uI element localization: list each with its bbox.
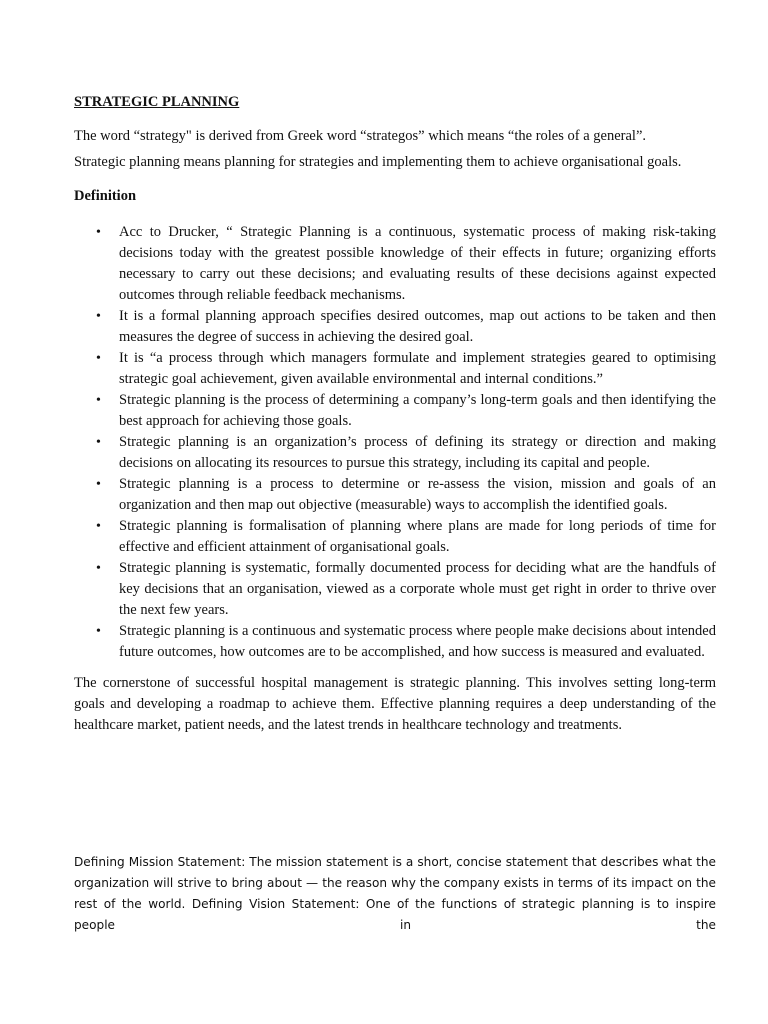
- definition-text: It is “a process through which managers formulate and implement strategies geared to optimising strategic goal achievement, given available environmental and internal conditions.”: [119, 350, 716, 387]
- definition-text: Strategic planning is an organization’s process of defining its strategy or direction and making decisions on allocating its resources to pursue this strategy, including its capital and people.: [119, 434, 716, 471]
- intro-paragraph-strategy-origin: The word “strategy" is derived from Greek word “strategos” which means “the roles of a general”.: [74, 128, 646, 144]
- definition-item: [74, 390, 716, 432]
- definition-text: Acc to Drucker, “ Strategic Planning is a continuous, systematic process of making risk-taking decisions today with the greatest possible knowledge of their effects in future; organizing efforts necessary to carry out these decisions; and evaluating results of these decisions against expected outcomes through reliable feedback mechanisms.: [119, 224, 716, 303]
- definition-text: Strategic planning is the process of determining a company’s long-term goals and then identifying the best approach for achieving those goals.: [119, 392, 716, 429]
- definition-item: [74, 306, 716, 348]
- bullet-icon: •: [96, 561, 101, 576]
- definition-text: Strategic planning is systematic, formally documented process for deciding what are the handfuls of key decisions that an organisation, viewed as a corporate whole must get right in order to thrive over the next few years.: [119, 560, 716, 618]
- bullet-icon: •: [96, 225, 101, 240]
- intro-paragraph-strategic-planning-meaning: Strategic planning means planning for strategies and implementing them to achieve organisational goals.: [74, 154, 682, 170]
- definition-item: [74, 222, 716, 306]
- definition-text: Strategic planning is formalisation of planning where plans are made for long periods of time for effective and efficient attainment of organisational goals.: [119, 518, 716, 555]
- definition-list: [74, 222, 716, 663]
- bullet-icon: •: [96, 351, 101, 366]
- definition-item: [74, 474, 716, 516]
- definition-text: Strategic planning is a process to determine or re-assess the vision, mission and goals of an organization and then map out objective (measurable) ways to accomplish the identified goals.: [119, 476, 716, 513]
- bullet-icon: •: [96, 309, 101, 324]
- document-title: STRATEGIC PLANNING: [74, 94, 240, 110]
- definition-item: [74, 516, 716, 558]
- definition-text: Strategic planning is a continuous and systematic process where people make decisions about intended future outcomes, how outcomes are to be accomplished, and how success is measured and evaluated.: [119, 623, 716, 660]
- bullet-icon: •: [96, 435, 101, 450]
- bullet-icon: •: [96, 393, 101, 408]
- hospital-management-paragraph: The cornerstone of successful hospital management is strategic planning. This involves setting long-term goals and developing a roadmap to achieve them. Effective planning requires a deep understanding of the healthcare market, patient needs, and the latest trends in healthcare technology and treatments.: [74, 675, 716, 733]
- bullet-icon: •: [96, 624, 101, 639]
- bullet-icon: •: [96, 519, 101, 534]
- mission-vision-paragraph: Defining Mission Statement: The mission statement is a short, concise statement that describes what the organization will strive to bring about — the reason why the company exists in terms of its impact on the rest of the world. Defining Vision Statement: One of the functions of strategic planning is to inspire people in the: [74, 855, 716, 932]
- definition-item: [74, 621, 716, 663]
- definition-heading: Definition: [74, 188, 137, 204]
- bullet-icon: •: [96, 477, 101, 492]
- definition-item: [74, 432, 716, 474]
- document-page: [74, 92, 716, 736]
- definition-item: [74, 348, 716, 390]
- definition-item: [74, 558, 716, 621]
- definition-text: It is a formal planning approach specifies desired outcomes, map out actions to be taken and then measures the degree of success in achieving the desired goal.: [119, 308, 716, 345]
